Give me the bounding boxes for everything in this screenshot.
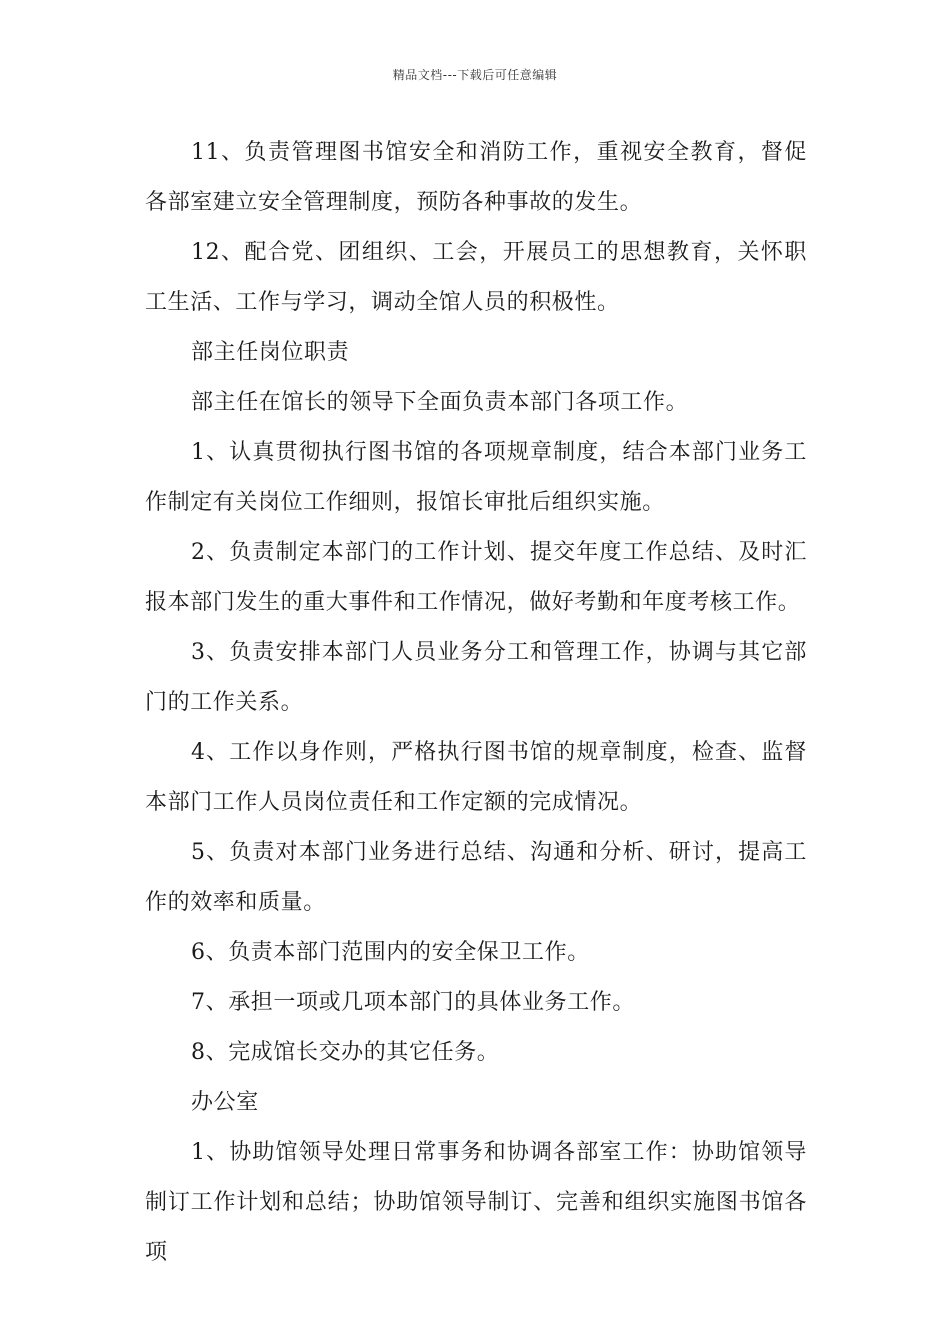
paragraph-director-6: 6、负责本部门范围内的安全保卫工作。: [191, 940, 590, 965]
paragraph-director-4: 4、工作以身作则，严格执行图书馆的规章制度，检查、监督本部门工作人员岗位责任和工作定额的完成情况。: [145, 740, 807, 815]
paragraph-director-7: 7、承担一项或几项本部门的具体业务工作。: [191, 990, 635, 1015]
paragraph-director-5: 5、负责对本部门业务进行总结、沟通和分析、研讨，提高工作的效率和质量。: [145, 840, 807, 915]
paragraph-director-2: 2、负责制定本部门的工作计划、提交年度工作总结、及时汇报本部门发生的重大事件和工作情况，做好考勤和年度考核工作。: [145, 540, 807, 615]
paragraph-office-1: 1、协助馆领导处理日常事务和协调各部室工作：协助馆领导制订工作计划和总结；协助馆领导制订、完善和组织实施图书馆各项: [145, 1140, 807, 1265]
paragraph-director-8: 8、完成馆长交办的其它任务。: [191, 1040, 500, 1065]
paragraph-director-intro: 部主任在馆长的领导下全面负责本部门各项工作。: [191, 390, 689, 415]
section-heading-director: 部主任岗位职责: [191, 340, 350, 365]
paragraph-director-1: 1、认真贯彻执行图书馆的各项规章制度，结合本部门业务工作制定有关岗位工作细则，报馆长审批后组织实施。: [145, 440, 807, 515]
paragraph-12-cooperation: 12、配合党、团组织、工会，开展员工的思想教育，关怀职工生活、工作与学习，调动全馆人员的积极性。: [145, 240, 807, 315]
document-body: [145, 128, 807, 1278]
section-heading-office: 办公室: [191, 1090, 259, 1115]
page-header: 精品文档---下载后可任意编辑: [392, 68, 558, 82]
paragraph-11-safety: 11、负责管理图书馆安全和消防工作，重视安全教育，督促各部室建立安全管理制度，预防各种事故的发生。: [145, 140, 807, 215]
paragraph-director-3: 3、负责安排本部门人员业务分工和管理工作，协调与其它部门的工作关系。: [145, 640, 807, 715]
